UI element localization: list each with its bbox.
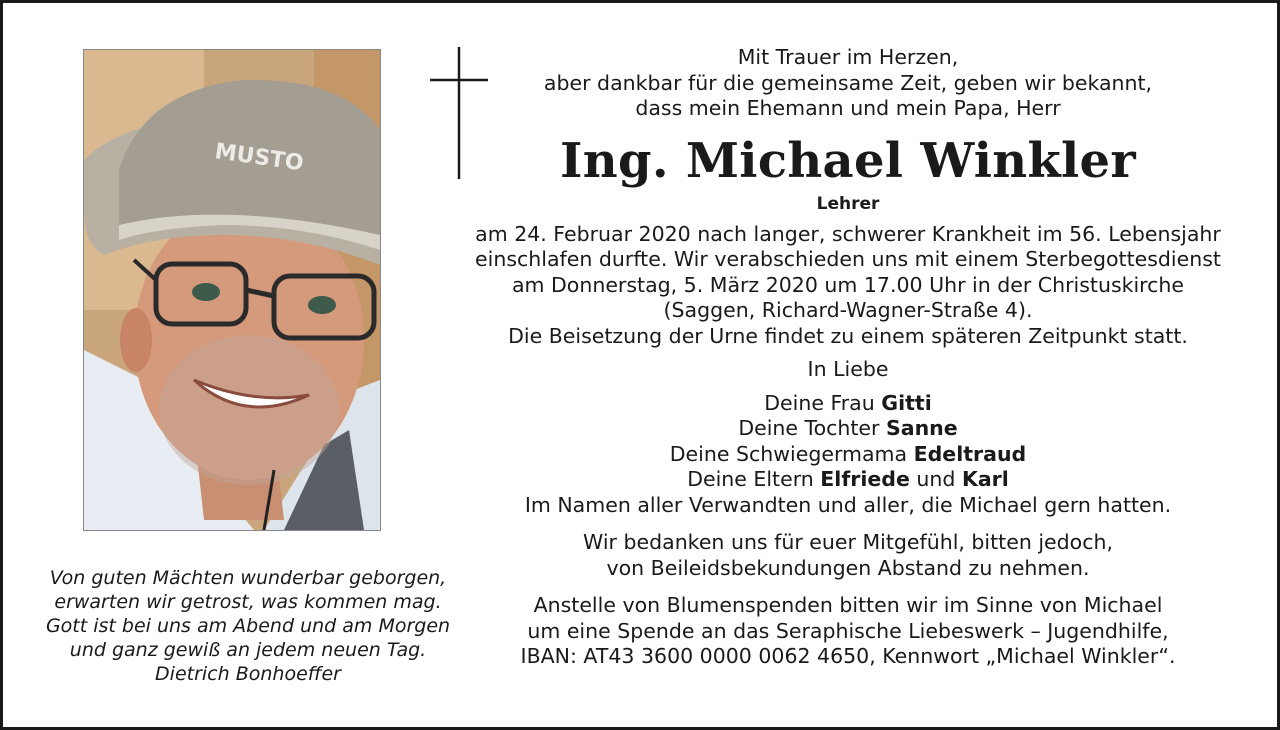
announcement-text <box>473 45 1223 670</box>
mourner-name: Karl <box>961 467 1009 491</box>
poem-author: Dietrich Bonhoeffer <box>155 663 341 685</box>
relatives-line: Im Namen aller Verwandten und aller, die Michael gern hatten. <box>524 492 1172 517</box>
mourner-name: Sanne <box>885 416 958 440</box>
announcement-line: am Donnerstag, 5. März 2020 um 17.00 Uhr in der Christuskirche <box>511 272 1185 297</box>
mourner-relation: Deine Tochter <box>738 416 880 440</box>
mourner-relation: Deine Eltern <box>687 467 814 491</box>
announcement-line: einschlafen durfte. Wir verabschieden uns mit einem Sterbegottesdienst <box>475 247 1221 271</box>
thanks-line: von Beileidsbekundungen Abstand zu nehmen. <box>606 555 1090 580</box>
deceased-profession: Lehrer <box>816 193 880 214</box>
thanks-line: Wir bedanken uns für euer Mitgefühl, bitten jedoch, <box>583 530 1113 554</box>
mourner-name: Gitti <box>881 390 932 415</box>
in-love: In Liebe <box>807 357 889 381</box>
mourner-line <box>473 416 1223 442</box>
intro-line: aber dankbar für die gemeinsame Zeit, geben wir bekannt, <box>543 70 1153 95</box>
mourner-relation: Deine Schwiegermama <box>669 441 908 466</box>
poem-line: Von guten Mächten wunderbar geborgen, <box>49 567 447 589</box>
mourner-name: Edeltraud <box>913 441 1027 466</box>
mourner-line <box>473 391 1223 417</box>
mourner-line <box>473 467 1223 493</box>
donation-line: IBAN: AT43 3600 0000 0062 4650, Kennwort „Michael Winkler“. <box>520 644 1176 668</box>
cap-text: MUSTO <box>213 139 306 177</box>
poem-line: erwarten wir getrost, was kommen mag. <box>54 591 442 613</box>
portrait-photo <box>83 49 381 531</box>
portrait-illustration <box>84 50 380 530</box>
mourner-line <box>473 442 1223 468</box>
intro-line: Mit Trauer im Herzen, <box>737 45 959 69</box>
poem-line: und ganz gewiß an jedem neuen Tag. <box>69 639 427 661</box>
donation-line: um eine Spende an das Seraphische Liebeswerk – Jugendhilfe, <box>527 618 1169 643</box>
announcement-line: am 24. Februar 2020 nach langer, schwerer Krankheit im 56. Lebensjahr <box>475 221 1221 246</box>
deceased-name: Ing. Michael Winkler <box>560 132 1136 189</box>
mourner-relation: Deine Frau <box>764 390 875 415</box>
intro-line: dass mein Ehemann und mein Papa, Herr <box>635 96 1061 120</box>
bonhoeffer-poem <box>43 566 453 686</box>
mourner-name: Elfriede <box>820 467 910 491</box>
announcement-line: (Saggen, Richard-Wagner-Straße 4). <box>663 298 1033 322</box>
announcement-line: Die Beisetzung der Urne findet zu einem späteren Zeitpunkt statt. <box>508 323 1188 348</box>
mourner-joiner: und <box>916 467 956 491</box>
poem-line: Gott ist bei uns am Abend und am Morgen <box>45 615 451 637</box>
donation-line: Anstelle von Blumenspenden bitten wir im Sinne von Michael <box>533 593 1163 617</box>
